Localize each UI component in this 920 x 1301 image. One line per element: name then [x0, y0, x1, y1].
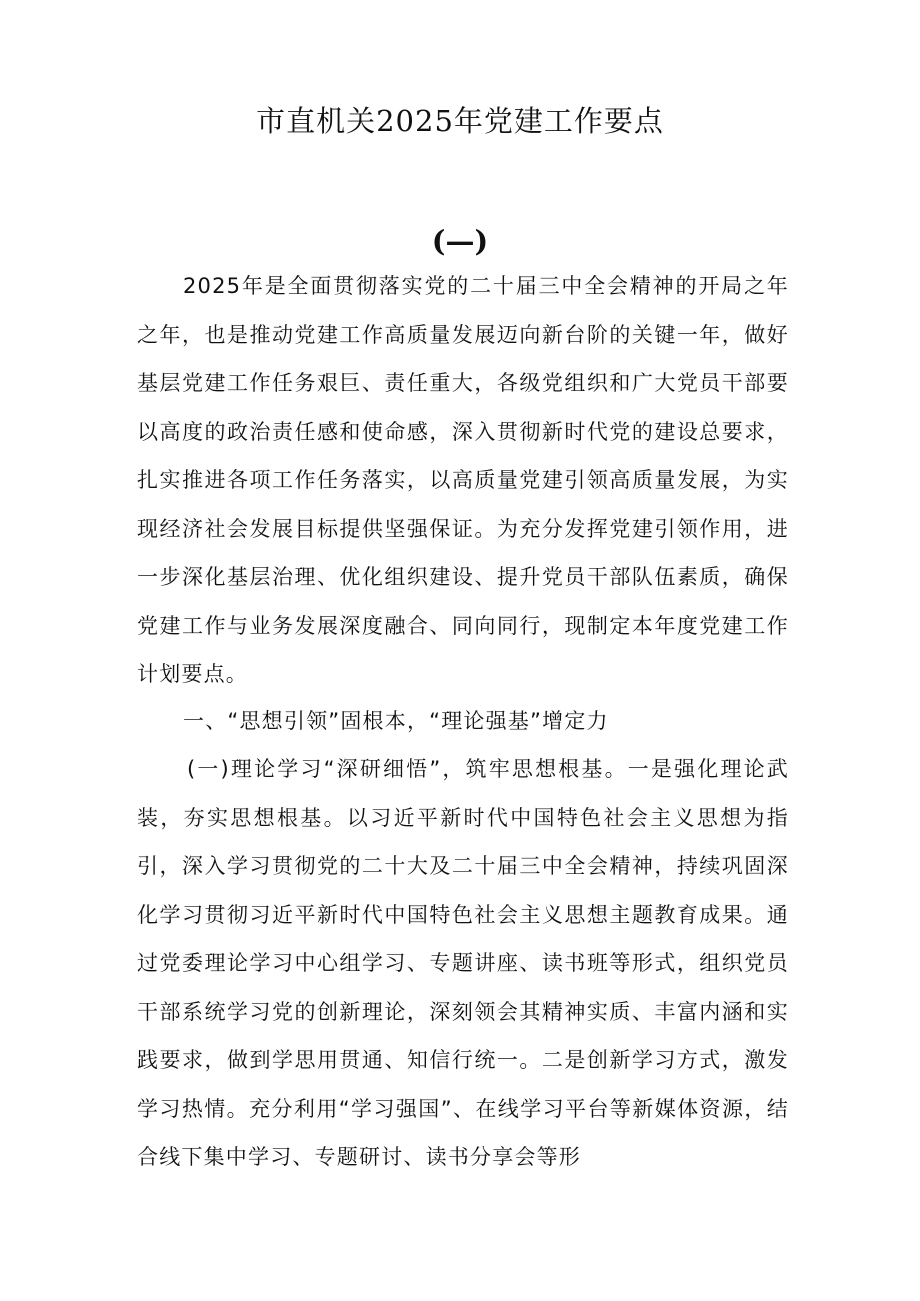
intro-paragraph: 2025年是全面贯彻落实党的二十届三中全会精神的开局之年之年，也是推动党建工作高质量发展迈向新台阶的关键一年，做好基层党建工作任务艰巨、责任重大，各级党组织和广大党员干部要以高度的政治责任感和使命感，深入贯彻新时代党的建设总要求，扎实推进各项工作任务落实，以高质量党建引领高质量发展，为实现经济社会发展目标提供坚强保证。为充分发挥党建引领作用，进一步深化基层治理、优化组织建设、提升党员干部队伍素质，确保党建工作与业务发展深度融合、同向同行，现制定本年度党建工作计划要点。: [137, 274, 789, 686]
section-heading-1: 一、“思想引领”固根本，“理论强基”增定力: [183, 709, 609, 733]
document-title: 市直机关2025年党建工作要点: [256, 104, 664, 138]
section-marker: (—): [431, 224, 489, 258]
subsection-paragraph-1: (一)理论学习“深研细悟”，筑牢思想根基。一是强化理论武装，夯实思想根基。以习近平新时代中国特色社会主义思想为指引，深入学习贯彻党的二十大及二十届三中全会精神，持续巩固深化学习贯彻习近平新时代中国特色社会主义思想主题教育成果。通过党委理论学习中心组学习、专题讲座、读书班等形式，组织党员干部系统学习党的创新理论，深刻领会其精神实质、丰富内涵和实践要求，做到学思用贯通、知信行统一。二是创新学习方式，激发学习热情。充分利用“学习强国”、在线学习平台等新媒体资源，结合线下集中学习、专题研讨、读书分享会等形: [137, 757, 789, 1169]
